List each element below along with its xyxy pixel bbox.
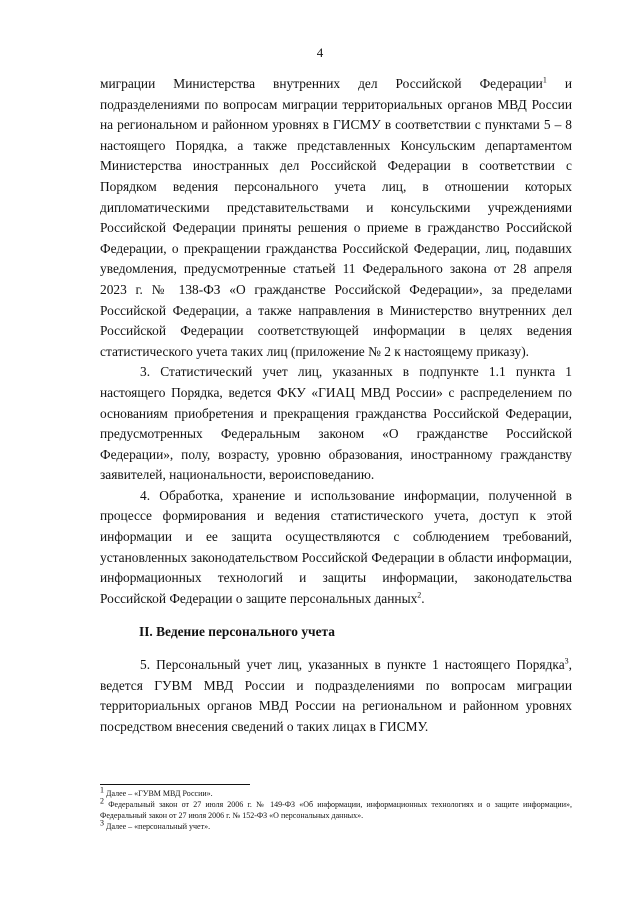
paragraph-continuation: миграции Министерства внутренних дел Российской Федерации$^1$ и подразделениями по вопросам миграции территориальных органов МВД России на региональном и районном уровнях в ГИСМУ в соответствии с пунктами 5 – 8 настоящего Порядка, а также представленных Консульским департаментом Министерства иностранных дел Российской Федерации в соответствии с Порядком ведения персонального учета лиц, в отношении которых дипломатическими представительствами и консульскими учреждениями Российской Федерации приняты решения о приеме в гражданство Российской Федерации, о прекращении гражданства Российской Федерации, лиц, подавших уведомления, предусмотренные статьей 11 Федерального закона от 28 апреля 2023 г. № 138-ФЗ «О гражданстве Российской Федерации», за пределами Российской Федерации, а также направления в Министерство внутренних дел Российской Федерации соответствующей информации в целях ведения статистического учета таких лиц (приложение № 2 к настоящему приказу).: [100, 75, 573, 359]
paragraph-5: 5. Персональный учет лиц, указанных в пункте 1 настоящего Порядка$^3$, ведется ГУВМ МВД России и подразделениями по вопросам миграции территориальных органов МВД России на региональном и районном уровнях посредством внесения сведений о таких лицах в ГИСМУ.: [100, 656, 572, 734]
footnote-ref-1: 1: [542, 75, 547, 85]
footnote-1: $^1$ Далее – «ГУВМ МВД России».: [100, 785, 213, 798]
footnote-ref-2: 2: [417, 590, 422, 600]
main-text: [100, 74, 572, 609]
footnote-ref-3: 3: [564, 656, 569, 666]
footnote-3: $^3$ Далее – «персональный учет».: [100, 818, 211, 831]
footnote-divider: [100, 784, 250, 785]
footnotes: [100, 785, 572, 832]
footnote-2: $^2$ Федеральный закон от 27 июля 2006 г. № 149-ФЗ «Об информации, информационных технологиях и о защите информации», Федеральный закон от 27 июля 2006 г. № 152-ФЗ «О персональных данных».: [100, 796, 572, 820]
page-number: 4: [316, 45, 324, 60]
paragraph-4: 4. Обработка, хранение и использование информации, полученной в процессе формирования и ведения статистического учета, доступ к этой информации и ее защита осуществляются с соблюдением требований, установленных законодательством Российской Федерации в области информации, информационных технологий и защиты информации, законодательства Российской Федерации о защите персональных данных$^2$.: [100, 487, 572, 606]
section-heading: II. Ведение персонального учета: [139, 624, 335, 639]
paragraph-3: 3. Статистический учет лиц, указанных в подпункте 1.1 пункта 1 настоящего Порядка, ведется ФКУ «ГИАЦ МВД России» с распределением по основаниям приобретения и прекращения гражданства Российской Федерации, предусмотренных Федеральным законом «О гражданстве Российской Федерации», полу, возрасту, уровню образования, иностранному гражданству заявителей, национальности, вероисповеданию.: [100, 364, 572, 483]
section-2-text: [100, 655, 572, 737]
